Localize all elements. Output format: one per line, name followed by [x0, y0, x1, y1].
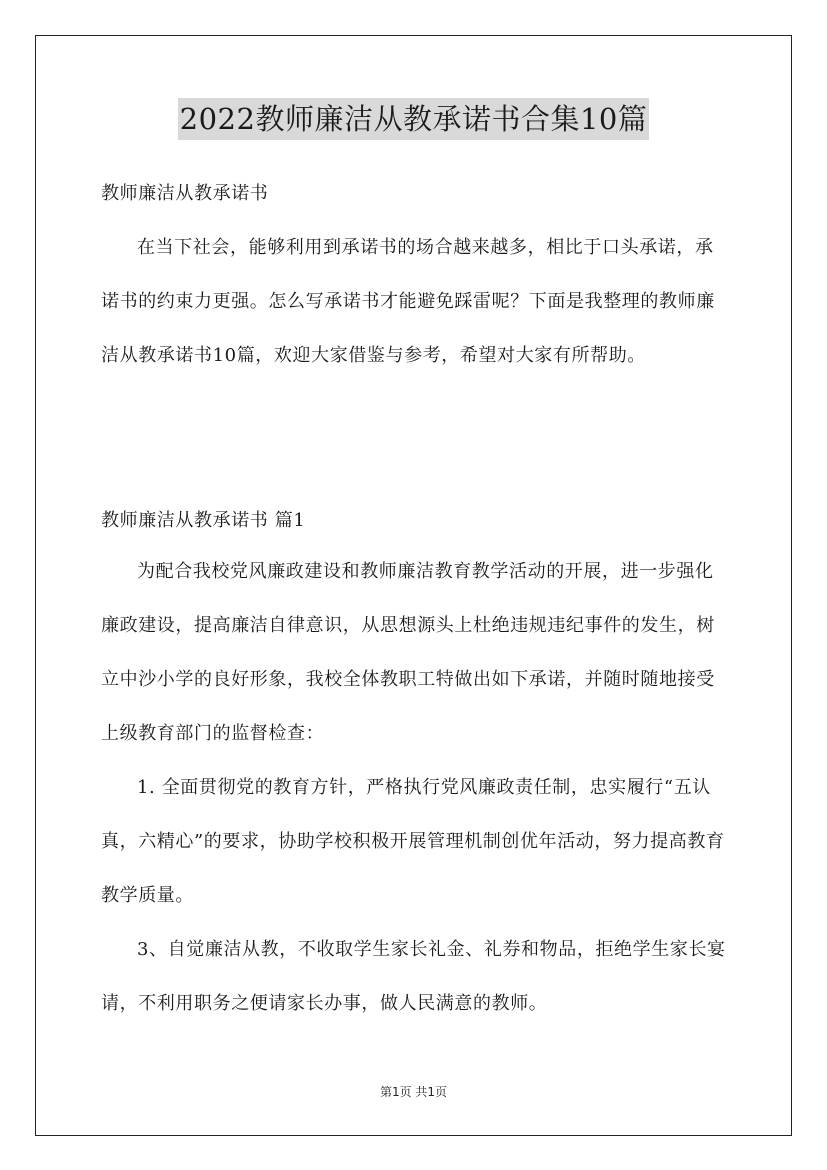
section1-paragraph: 为配合我校党风廉政建设和教师廉洁教育教学活动的开展，进一步强化廉政建设，提高廉洁自律意识，从思想源头上杜绝违规违纪事件的发生，树立中沙小学的良好形象，我校全体教职工特做出如下承诺，并随时随地接受上级教育部门的监督检查：: [101, 561, 715, 744]
section1-item: 1. 全面贯彻党的教育方针，严格执行党风廉政责任制，忠实履行“五认真，六精心”的要求，协助学校积极开展管理机制创优年活动，努力提高教育教学质量。: [101, 777, 725, 906]
document-title: 2022教师廉洁从教承诺书合集10篇: [178, 98, 650, 140]
page-footer: 第1页 共1页: [379, 1085, 448, 1099]
section1-body: [101, 545, 731, 1031]
section1-item: 3、自觉廉洁从教，不收取学生家长礼金、礼券和物品，拒绝学生家长宴请，不利用职务之便请家长办事，做人民满意的教师。: [101, 939, 726, 1014]
title-container: [0, 98, 827, 140]
intro-heading: 教师廉洁从教承诺书: [101, 183, 269, 204]
intro-paragraph: 在当下社会，能够利用到承诺书的场合越来越多，相比于口头承诺，承诺书的约束力更强。怎么写承诺书才能避免踩雷呢？下面是我整理的教师廉洁从教承诺书10篇，欢迎大家借鉴与参考，希望对大家有所帮助。: [101, 237, 715, 366]
section1-heading: 教师廉洁从教承诺书 篇1: [101, 510, 306, 531]
intro-section: [101, 221, 731, 383]
